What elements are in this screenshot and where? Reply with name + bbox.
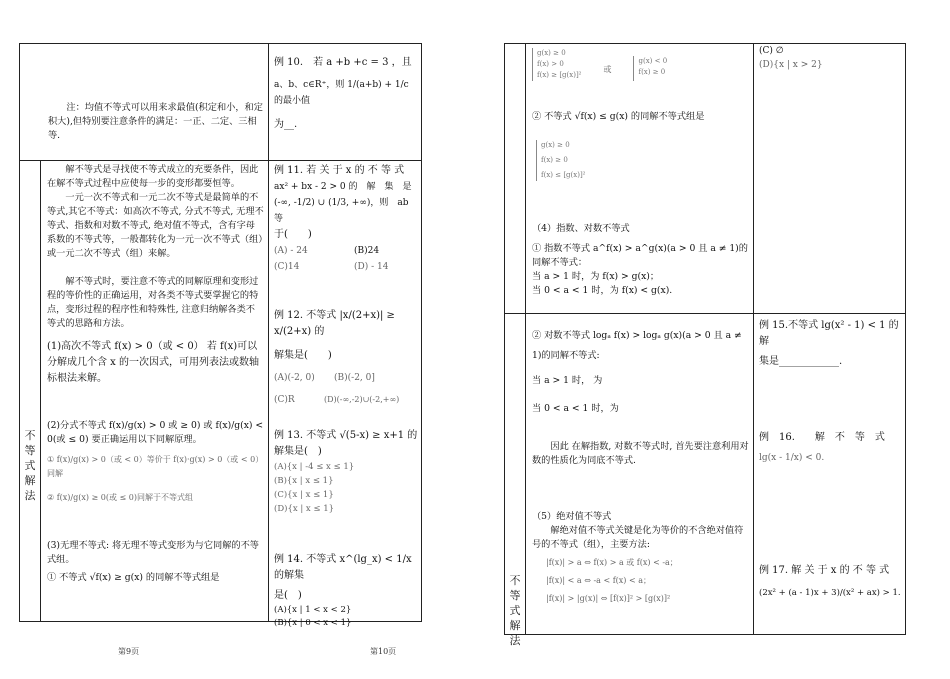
ex12-option-a: (A)(-2, 0) [274,373,315,383]
system-1 [532,48,667,81]
para-irrational: (3)无理不等式: 将无理不等式变形为与它同解的不等式组。 [47,540,259,565]
ex16-line2: lg(x - 1/x) < 0. [759,453,825,463]
ex10-line2: a、b、c∈R⁺，则 1/(a+b) + 1/c 的最小值 [274,80,409,106]
left-col-divider-1 [40,160,41,621]
right-col-divider-1 [525,43,526,634]
ex12-option-b: (B)(-2, 0] [334,373,375,383]
abs-rule-3: |f(x)| > |g(x)| ⇔ [f(x)]² > [g(x)]² [546,594,671,603]
item-2: ② 不等式 √f(x) ≤ g(x) 的同解不等式组是 [532,111,705,122]
side-char: 等 [509,589,521,602]
right-lower-text [532,326,750,606]
left-body-text [47,163,264,585]
item-4b: ② 对数不等式 logₐ f(x) > logₐ g(x)(a > 0 且 a ≠ 1)的同解不等式: [532,330,742,361]
ex11-option-c: (C)14 [274,262,300,272]
right-side-label [507,573,523,648]
sys2-row: f(x) ≥ 0 [541,156,568,164]
ex11-option-a: (A) - 24 [274,246,308,256]
para-fraction: (2)分式不等式 f(x)/g(x) > 0 或 ≥ 0) 或 f(x)/g(x) < 0(或 ≤ 0) 要正确运用以下同解原理。 [47,420,264,445]
case-2: 当 0 < a < 1 时，为 f(x) < g(x). [532,285,673,296]
system-2 [536,140,585,181]
ex17-line1: 例 17. 解 关 于 x 的 不 等 式 [759,565,890,576]
case-3: 当 a > 1 时， 为 [532,375,603,386]
right-row-divider [504,313,905,314]
side-char: 法 [509,634,521,647]
ex14-line2: 是( ) [274,590,302,601]
sys1b-row: g(x) < 0 [638,57,668,65]
ex11-line3: (-∞, -1/2) ∪ (1/3, +∞)，则 ab 等 [274,198,409,224]
system-1b [633,56,667,81]
example-14 [274,552,418,630]
right-section-4 [532,222,750,298]
system-1a [532,48,581,81]
left-col-divider-2 [268,43,269,621]
side-char: 式 [24,459,36,472]
ex12-options-row1 [274,370,418,386]
side-char: 等 [24,444,36,457]
ex13-option-c: (C){x | x ≤ 1} [274,490,334,500]
sys1-row: f(x) ≥ [g(x)]² [537,71,582,79]
example-12 [274,308,418,408]
ex12-line1: 例 12. 不等式 |x/(2+x)| ≥ x/(2+x) 的 [274,310,395,337]
right-page [480,0,950,679]
sys1-row: f(x) > 0 [537,60,564,68]
abs-rule-2: |f(x)| < a ⇔ -a < f(x) < a； [546,576,651,585]
ex14-option-a: (A){x | 1 < x < 2} [274,605,352,615]
example-17 [759,563,903,601]
side-char: 解 [509,619,521,632]
ex12-line2: 解集是( ) [274,350,332,361]
options-top [759,44,903,72]
ex15-line2: 集是____________. [759,356,843,367]
side-char: 不 [509,574,521,587]
para-fraction-rule1: ① f(x)/g(x) > 0（或 < 0）等价于 f(x)·g(x) > 0（或 < 0）同解 [47,455,264,478]
example-15 [759,318,903,370]
ex11-line2: ax² + bx - 2 > 0 的 解 集 是 [274,182,412,192]
ex13-option-b: (B){x | x ≤ 1} [274,476,334,486]
ex11-options-row1 [274,243,418,259]
sys1b-row: f(x) ≥ 0 [638,68,666,76]
ex11-line4: 于( ) [274,229,312,240]
ex13-option-a: (A){x | -4 ≤ x ≤ 1} [274,462,355,472]
sys2-row: g(x) ≥ 0 [541,141,570,149]
ex12-options-row2 [274,392,418,408]
sys2-row: f(x) ≤ [g(x)]² [541,171,586,179]
para-principles: 解不等式时，要注意不等式的同解原理和变形过程的等价性的正确运用，对各类不等式要掌握它的特点，变形过程的程序性和特殊性, 注意归纳解各类不等式的思路和方法。 [47,276,259,329]
section-4-title: （4）指数、对数不等式 [532,223,630,234]
section-5-title: （5）绝对值不等式 [532,511,612,522]
option-d-top: (D){x | x > 2} [759,60,823,70]
para-types: 一元一次不等式和一元二次不等式是最简单的不等式,其它不等式：如高次不等式, 分式不等式, 无理不等式、指数和对数不等式, 绝对值不等式，含有字母系数的不等式等，一般都转化为一元一次不等式（组）或一元二次不等式（组）来解。 [47,192,264,259]
ex13-option-d: (D){x | x ≤ 1} [274,504,335,514]
example-11 [274,163,418,275]
left-row1-note: 注：均值不等式可以用来求最值(积定和小，和定积大),但特别要注意条件的满足：一正、二定、三相等. [48,102,263,141]
sys1-row: g(x) ≥ 0 [537,49,566,57]
side-char: 式 [509,604,521,617]
item-4a: ① 指数不等式 a^f(x) > a^g(x)(a > 0 且 a ≠ 1)的同解不等式： [532,243,748,268]
ex10-line3: 为__. [274,119,298,130]
para-fraction-rule2: ② f(x)/g(x) ≥ 0(或 ≤ 0)同解于不等式组 [47,493,193,502]
left-side-label [22,428,38,503]
ex13-line1: 例 13. 不等式 √(5-x) ≥ x+1 的 [274,430,418,441]
page-number-9: 第9页 [118,647,140,656]
example-13 [274,428,418,516]
ex16-line1: 例 16. 解 不 等 式 [759,432,885,443]
ex10-line1: 例 10. 若 a +b +c = 3 ，且 [274,57,412,68]
option-c-top: (C) ∅ [759,46,784,56]
ex13-line2: 解集是( ) [274,446,322,457]
section-5-desc: 解绝对值不等式关键是化为等价的不含绝对值符号的不等式（组），主要方法: [532,525,744,550]
left-page [0,0,470,679]
ex11-options-row2 [274,259,418,275]
para-irrational-1: ① 不等式 √f(x) ≥ g(x) 的同解不等式组是 [47,572,220,583]
ex15-line1: 例 15.不等式 lg(x² - 1) < 1 的解 [759,320,899,347]
page-number-10: 第10页 [370,647,397,656]
ex11-line1: 例 11. 若 关 于 x 的 不 等 式 [274,165,405,176]
ex11-option-d: (D) - 14 [354,262,389,272]
ex12-option-d: (D)(-∞,-2)∪(-2,+∞) [324,395,400,404]
para-intro: 解不等式是寻找使不等式成立的充要条件，因此在解不等式过程中应使每一步的变形都要恒等。 [47,164,259,189]
case-1: 当 a > 1 时，为 f(x) > g(x)； [532,271,660,282]
sys1-or: 或 [603,65,612,74]
example-10 [274,55,418,133]
para-high-degree: (1)高次不等式 f(x) > 0（或 < 0） 若 f(x)可以分解成几个含 x 的一次因式，可用列表法或数轴标根法来解。 [47,341,259,384]
abs-rule-1: |f(x)| > a ⇔ f(x) > a 或 f(x) < -a； [546,558,678,567]
case-4: 当 0 < a < 1 时，为 [532,403,619,414]
side-char: 解 [24,474,36,487]
ex14-option-b: (B){x | 0 < x < 1} [274,618,352,628]
side-char: 法 [24,489,36,502]
left-row-divider [19,160,421,161]
right-col-divider-2 [753,43,754,634]
summary-text: 因此 在解指数, 对数不等式时, 首先要注意利用对数的性质化为同底不等式. [532,441,749,466]
ex17-line2: (2x² + (a - 1)x + 3)/(x² + ax) > 1. [759,588,901,598]
ex12-option-c: (C)R [274,395,295,405]
example-16 [759,430,903,466]
side-char: 不 [24,429,36,442]
ex11-option-b: (B)24 [354,246,380,256]
ex14-line1: 例 14. 不等式 x^(lg_x) < 1/x 的解集 [274,554,412,581]
